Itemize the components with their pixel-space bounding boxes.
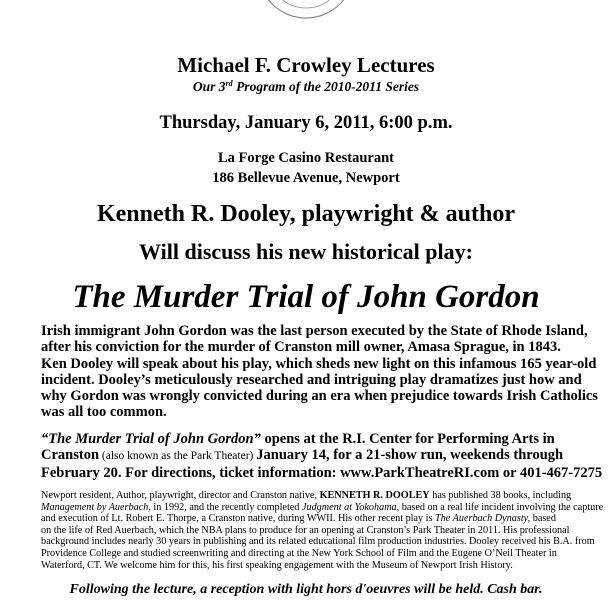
play-title-quoted: “The Murder Trial of John Gordon”	[41, 431, 261, 447]
event-date: Thursday, January 6, 2011, 6:00 p.m.	[159, 113, 453, 133]
intro-line: why Gordon was wrongly convicted during an era when prejudice towards Irish Catholics	[41, 388, 598, 405]
lecture-series-title: Michael F. Crowley Lectures	[177, 53, 435, 77]
intro-line: Irish immigrant John Gordon was the last person executed by the State of Rhode Island,	[41, 323, 588, 339]
intro-line: Ken Dooley will speak about his play, which sheds new light on this infamous 165 year-old	[41, 355, 597, 372]
discuss-heading: Will discuss his new historical play:	[139, 239, 473, 264]
ticket-info: February 20. For directions, ticket information: www.ParkTheatreRI.com or 401-467-7275	[41, 464, 603, 481]
performance-paragraph: “The Murder Trial of John Gordon” opens at the R.I. Center for Performing Arts in Cranston (also known as the Park Theater) January 14, for a 21-show run, weekends through February 20. For directions, ticket information: www.ParkTheatreRI.com or 401-467-7275	[41, 431, 603, 481]
speaker-name: Kenneth R. Dooley, playwright & author	[96, 201, 515, 227]
play-title: The Murder Trial of John Gordon	[72, 279, 540, 315]
venue-name: La Forge Casino Restaurant	[217, 150, 394, 166]
venue	[0, 148, 612, 188]
intro-paragraph	[41, 323, 598, 421]
intro-line: was all too common.	[41, 404, 167, 421]
author-bio-paragraph: Newport resident, Author, playwright, director and Cranston native, KENNETH R. DOOLEY has published 38 books, including Management by Auerbach, in 1992, and the recently completed Judgment at Yokohama, based on a real life incident involving the capture and execution of Lt. Robert E. Thorpe, a Cranston native, during WWII. His other recent play is The Auerbach Dynasty, based on the life of Red Auerbach, which the NBA plans to produce for an opening at Cranston’s Park Theater in 2011. His professional background includes nearly 30 years in publishing and its related educational film production industries. Dooley received his B.A. from Providence College and studied screenwriting and directing at the New York School of Film and the Eugene O’Neil Theater in Waterford, CT. We welcome him for this, his first speaking engagement with the Museum of Newport Irish History.	[41, 490, 604, 571]
program-subtitle: Our 3rd Program of the 2010-2011 Series	[192, 79, 420, 94]
intro-line: after his conviction for the murder of Cranston mill owner, Amasa Sprague, in 1843.	[41, 339, 561, 356]
reception-note: Following the lecture, a reception with light hors d'oeuvres will be held. Cash bar.	[69, 582, 543, 597]
venue-address: 186 Bellevue Avenue, Newport	[212, 170, 400, 186]
museum-seal-logo	[256, 0, 356, 20]
intro-line: incident. Dooley’s meticulously researched and intriguing play dramatizes just how and	[41, 371, 582, 388]
